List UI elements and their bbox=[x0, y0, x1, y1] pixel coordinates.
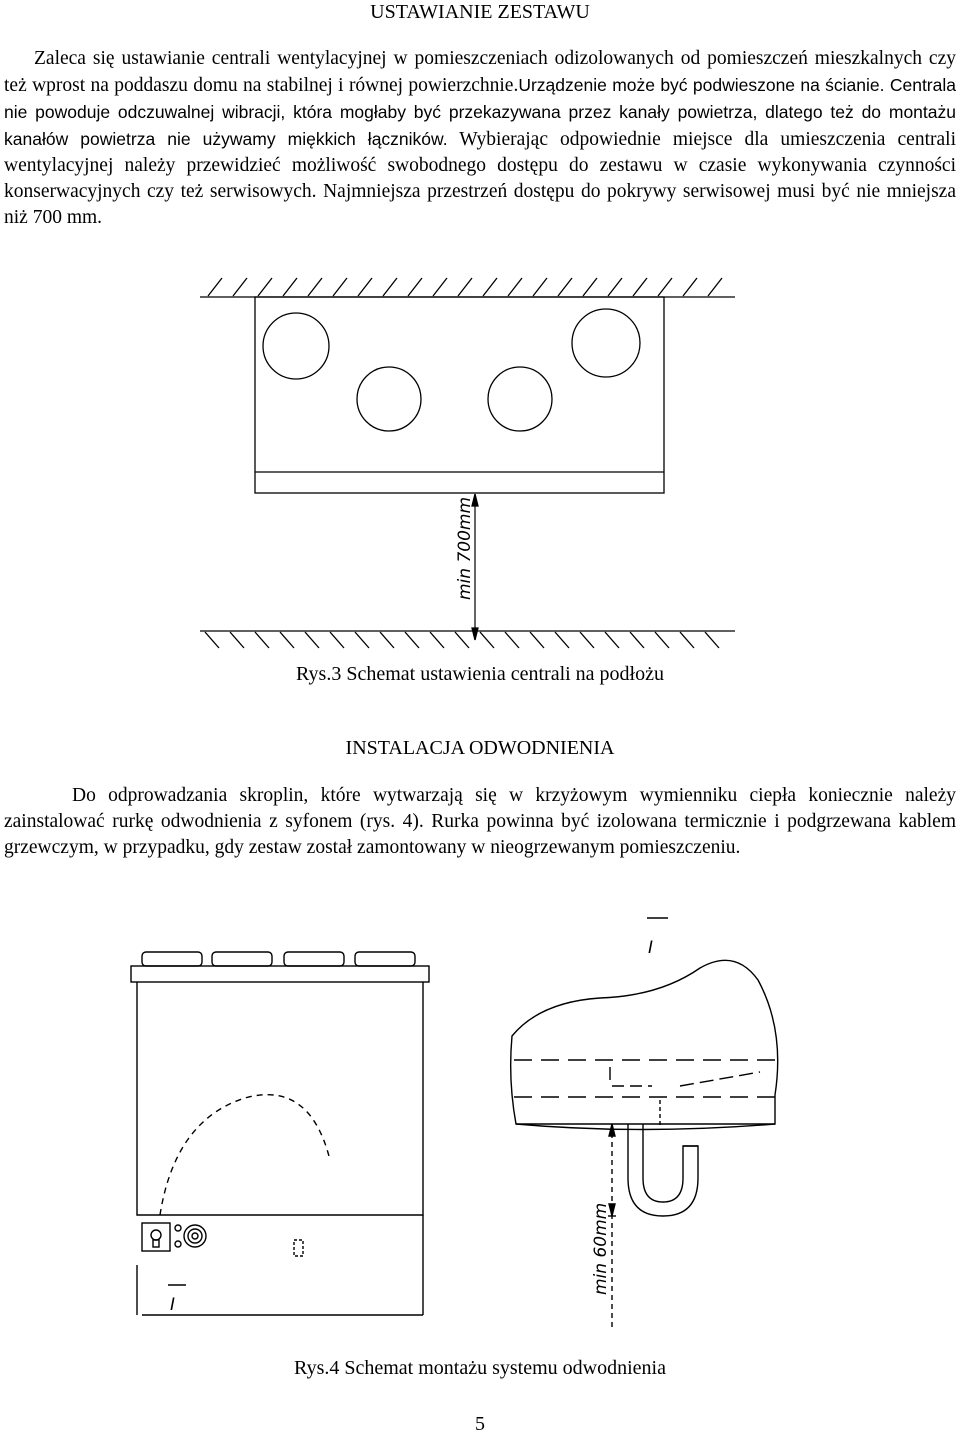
detail-slope-line bbox=[680, 1072, 760, 1086]
section-title-ustawianie: USTAWIANIE ZESTAWU bbox=[370, 1, 590, 23]
detail-housing bbox=[511, 960, 778, 1129]
led-icon-1 bbox=[175, 1225, 181, 1231]
indicator-icon bbox=[151, 1230, 161, 1240]
led-icon-2 bbox=[175, 1241, 181, 1247]
paragraph-odwodnienie bbox=[4, 783, 956, 861]
siphon-dimension-arrow-top bbox=[609, 1124, 615, 1136]
figure-4-diagram bbox=[0, 910, 960, 1350]
unit-top-flange bbox=[131, 966, 429, 982]
drain-siphon-pipe bbox=[628, 1124, 698, 1216]
ventilation-unit-body bbox=[255, 297, 664, 493]
figure-4-caption: Rys.4 Schemat montażu systemu odwodnienia bbox=[294, 1357, 666, 1379]
section-title-odwodnienie: INSTALACJA ODWODNIENIA bbox=[345, 737, 615, 759]
page-number: 5 bbox=[475, 1413, 485, 1435]
detail-boundary bbox=[160, 1095, 330, 1215]
top-cover-3 bbox=[284, 952, 344, 966]
paragraph-ustawianie-part1: Zaleca się ustawianie centrali wentylacyjnej w pomieszczeniach odizolowanych od pomieszczeń mieszkalnych czy też wprost na poddaszu domu na stabilnej i równej powierzchnie. bbox=[4, 48, 956, 96]
figure-3-diagram bbox=[0, 270, 960, 660]
floor-hatching bbox=[205, 632, 719, 648]
dimension-label-min-700mm: min 700mm bbox=[455, 496, 475, 600]
indicator-base-icon bbox=[153, 1240, 159, 1247]
paragraph-odwodnienie-text: Do odprowadzania skroplin, które wytwarzają się w krzyżowym wymienniku ciepła koniecznie należy zainstalować rurkę odwodnienia z syfonem (rys. 4). Rurka powinna być izolowana termicznie i podgrzewana kablem grzewczym, w przypadku, gdy zestaw został zamontowany w nieogrzewanym pomieszczeniu. bbox=[4, 785, 956, 858]
duct-connection-3 bbox=[488, 367, 552, 431]
figure-3-caption: Rys.3 Schemat ustawienia centrali na podłożu bbox=[296, 663, 664, 685]
duct-connection-1 bbox=[263, 313, 329, 379]
section-marker-top: I bbox=[648, 938, 654, 958]
top-cover-1 bbox=[142, 952, 202, 966]
top-cover-4 bbox=[355, 952, 415, 966]
paragraph-ustawianie bbox=[4, 46, 956, 231]
dimension-arrow-bottom bbox=[472, 628, 478, 640]
ceiling-hatching bbox=[208, 278, 722, 296]
paragraph-ustawianie-part3: Wybierając odpowiednie miejsce dla umieszczenia centrali wentylacyjnej należy przewidzieć możliwość swobodnego dostępu do zestawu w czasie wykonywania czynności konserwacyjnych czy też serwisowych. Najmniejsza przestrzeń dostępu do pokrywy serwisowej musi być nie mniejsza niż 700 mm. bbox=[4, 129, 956, 228]
duct-connection-2 bbox=[357, 367, 421, 431]
unit-body bbox=[137, 982, 423, 1215]
drain-outlet-marker bbox=[294, 1240, 303, 1256]
paragraph-ustawianie-part2: Urządzenie może być podwieszone na ścianie. Centrala nie powoduje odczuwalnej wibracji, która mogłaby być przekazywana przez kanały powietrza, dlatego też do montażu kanałów powietrza nie używamy miękkich łączników. bbox=[4, 75, 956, 149]
dimension-label-min-60mm: min 60mm bbox=[591, 1202, 611, 1295]
section-marker-bottom: I bbox=[170, 1295, 176, 1315]
duct-connection-4 bbox=[572, 309, 640, 377]
top-cover-2 bbox=[212, 952, 272, 966]
